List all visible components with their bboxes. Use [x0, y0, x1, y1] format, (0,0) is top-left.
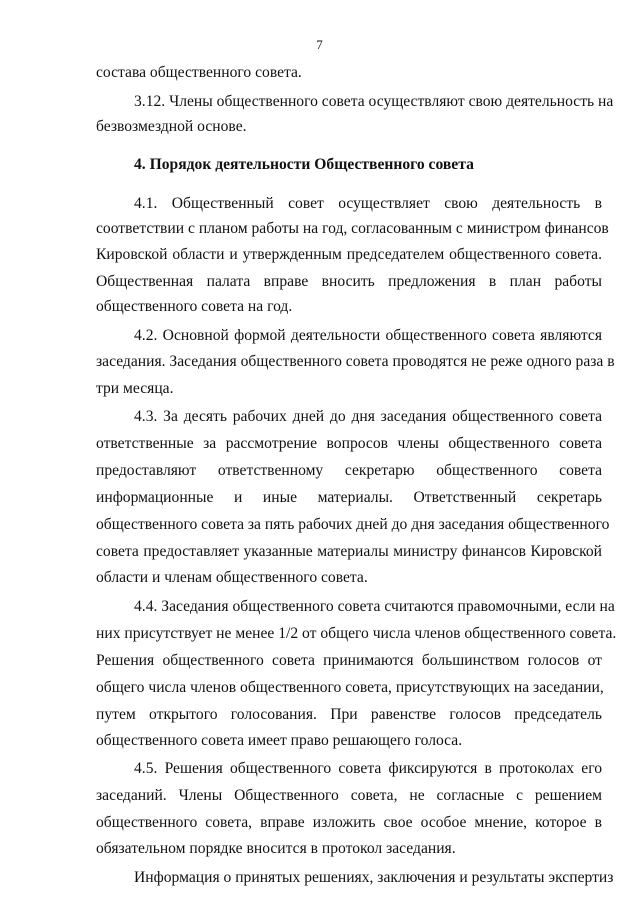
text-line: общественного совета, вправе изложить свое особое мнение, которое в: [96, 814, 602, 831]
text-line: 4.5. Решения общественного совета фиксируются в протоколах его: [134, 760, 602, 777]
page-number: 7: [316, 37, 323, 52]
text-line: 4.3. За десять рабочих дней до дня заседания общественного совета: [134, 408, 602, 425]
text-line: состава общественного совета.: [96, 64, 302, 81]
text-line: 4.1. Общественный совет осуществляет свою деятельность в: [134, 195, 602, 212]
text-line: них присутствует не менее 1/2 от общего числа членов общественного совета.: [96, 625, 617, 642]
text-line: 4.2. Основной формой деятельности общественного совета являются: [134, 327, 602, 344]
text-line: Информация о принятых решениях, заключения и результаты экспертиз: [134, 869, 614, 886]
text-line: обязательном порядке вносится в протокол заседания.: [96, 840, 456, 857]
text-line: три месяца.: [96, 380, 174, 397]
text-line: предоставляют ответственному секретарю общественного совета: [96, 462, 602, 479]
text-line: заседания. Заседания общественного совета проводятся не реже одного раза в: [96, 353, 615, 370]
text-line: общественного совета на год.: [96, 298, 293, 315]
text-line: общественного совета имеет право решающего голоса.: [96, 732, 463, 749]
text-line: 3.12. Члены общественного совета осуществляют свою деятельность на: [134, 93, 614, 110]
text-line: путем открытого голосования. При равенстве голосов председатель: [96, 706, 602, 723]
text-line: общего числа членов общественного совета, присутствующих на заседании,: [96, 679, 604, 696]
text-line: общественного совета за пять рабочих дней до дня заседания общественного: [96, 516, 610, 533]
text-line: 4.4. Заседания общественного совета считаются правомочными, если на: [134, 598, 615, 615]
text-line: безвозмездной основе.: [96, 118, 247, 135]
text-line: Решения общественного совета принимаются большинством голосов от: [96, 652, 602, 669]
text-line: Кировской области и утвержденным председателем общественного совета.: [96, 246, 602, 263]
text-line: совета предоставляет указанные материалы министру финансов Кировской: [96, 543, 602, 560]
text-line: Общественная палата вправе вносить предложения в план работы: [96, 273, 602, 290]
section-heading: 4. Порядок деятельности Общественного совета: [134, 156, 474, 173]
text-line: заседаний. Члены Общественного совета, не согласные с решением: [96, 787, 602, 804]
text-line: области и членам общественного совета.: [96, 569, 368, 586]
text-line: ответственные за рассмотрение вопросов члены общественного совета: [96, 435, 602, 452]
text-line: соответствии с планом работы на год, согласованным с министром финансов: [96, 220, 609, 237]
text-line: информационные и иные материалы. Ответственный секретарь: [96, 489, 602, 506]
